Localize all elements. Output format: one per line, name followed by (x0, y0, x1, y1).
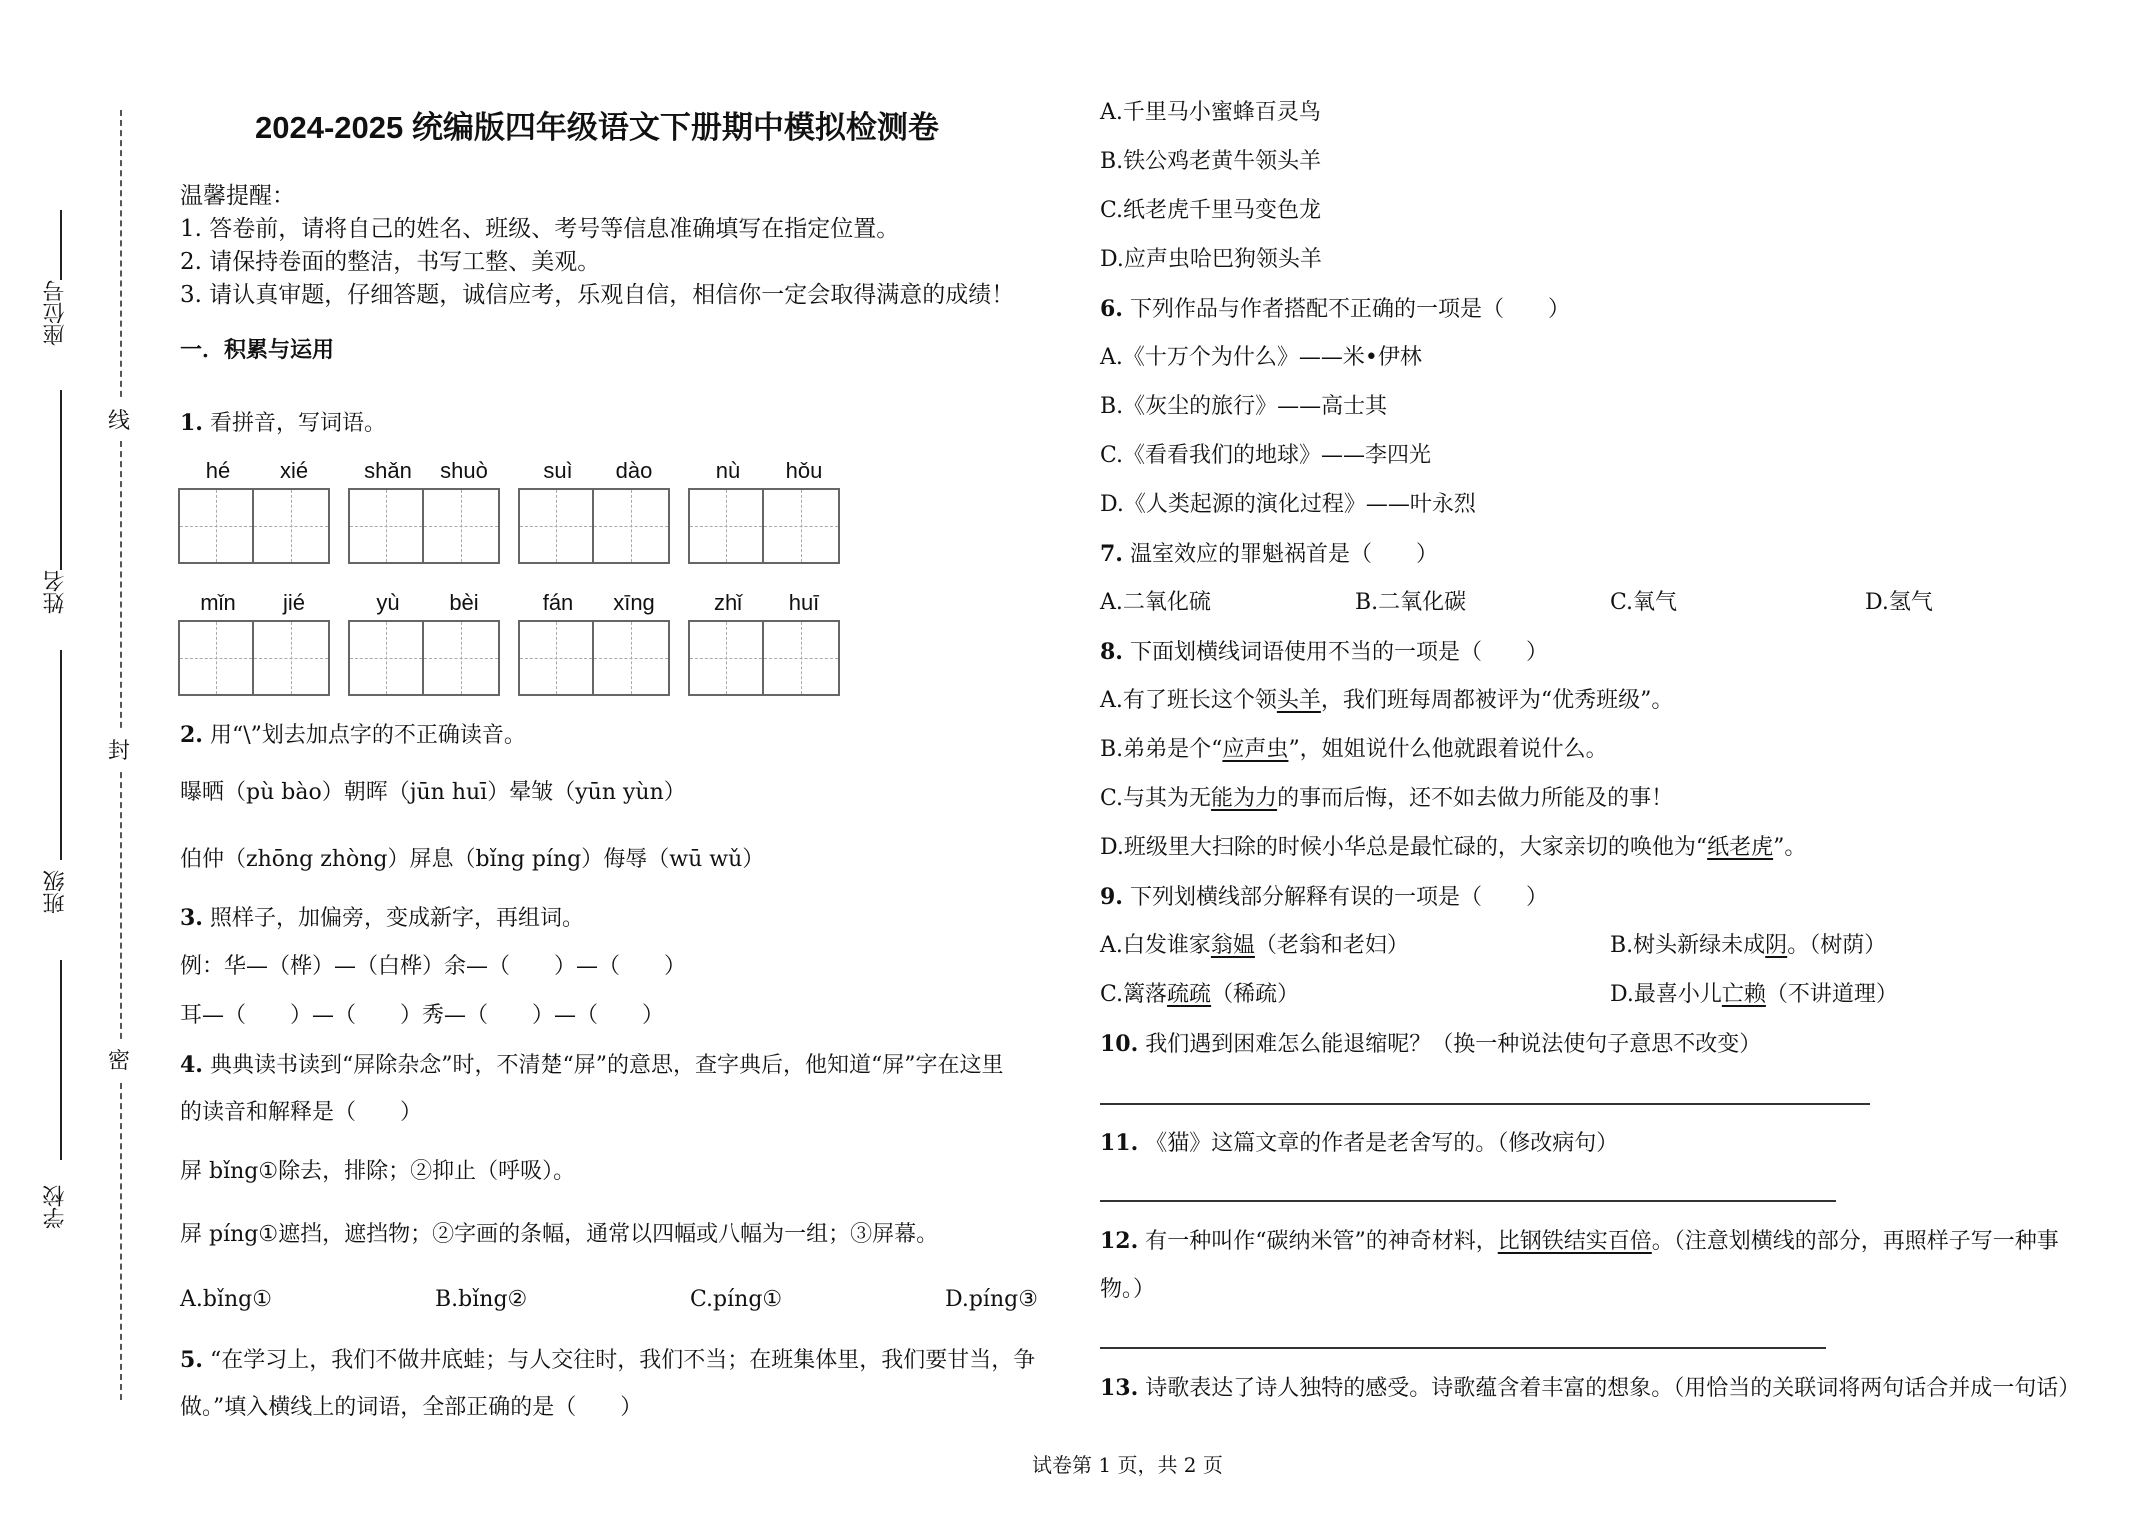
option-text: A.白发谁家 (1100, 933, 1211, 958)
question-text: 下面划横线词语使用不当的一项是（ ） (1129, 640, 1548, 665)
underlined-word: 疏疏 (1167, 982, 1212, 1007)
tianzi-grid (348, 488, 500, 564)
question-number: 13. (1100, 1375, 1139, 1401)
question-9 (1100, 882, 1548, 913)
underlined-word: 应声虫 (1222, 737, 1289, 762)
pinyin: suì (543, 458, 573, 483)
answer-line[interactable] (1100, 1103, 1870, 1105)
write-cell[interactable] (424, 620, 500, 696)
write-cell[interactable] (348, 620, 424, 696)
option-a[interactable]: A.《十万个为什么》——米•伊林 (1100, 345, 1422, 370)
tianzi-grid (178, 620, 330, 696)
option-b[interactable]: B.bǐng② (435, 1287, 528, 1312)
question-number: 5. (180, 1347, 203, 1373)
class-label: 班级 (43, 870, 68, 914)
option-c[interactable]: C.《看看我们的地球》——李四光 (1100, 443, 1432, 468)
question-5 (180, 1345, 1035, 1376)
write-cell[interactable] (254, 620, 330, 696)
school-blank[interactable] (60, 960, 62, 1160)
write-cell[interactable] (254, 488, 330, 564)
question-text: 用“\”划去加点字的不正确读音。 (209, 723, 526, 748)
name-blank[interactable] (60, 390, 62, 570)
option-d[interactable]: D.《人类起源的演化过程》——叶永烈 (1100, 492, 1476, 517)
question-text-cont: 物。） (1100, 1277, 1156, 1302)
underlined-word: 翁媪 (1210, 933, 1255, 958)
question-number: 12. (1100, 1228, 1139, 1254)
question-number: 2. (180, 722, 203, 748)
option-b[interactable] (1100, 735, 1608, 765)
option-c[interactable] (1100, 980, 1299, 1010)
question-text: 有一种叫作“碳纳米管”的神奇材料， (1145, 1229, 1498, 1254)
option-text: ，我们班每周都被评为“优秀班级”。 (1320, 688, 1674, 713)
write-cell[interactable] (424, 488, 500, 564)
option-text: 。（树荫） (1787, 933, 1887, 958)
question-text: 。（注意划横线的部分，再照样子写一种事 (1651, 1229, 2059, 1254)
reminder-heading: 温馨提醒： (180, 183, 295, 209)
class-blank[interactable] (60, 650, 62, 860)
write-cell[interactable] (594, 620, 670, 696)
option-b[interactable]: B.铁公鸡老黄牛领头羊 (1100, 149, 1322, 174)
write-cell[interactable] (688, 620, 764, 696)
question-12 (1100, 1226, 2059, 1257)
definition-line: 屏 píng①遮挡，遮挡物；②字画的条幅，通常以四幅或八幅为一组；③屏幕。 (180, 1222, 939, 1247)
pinyin: shǎn (364, 458, 412, 483)
binding-char-line: 线 (108, 400, 130, 439)
pinyin: hé (205, 458, 231, 483)
pinyin: huī (788, 590, 820, 615)
option-d[interactable]: D.应声虫哈巴狗领头羊 (1100, 247, 1322, 272)
option-a[interactable]: A.千里马小蜜蜂百灵鸟 (1100, 100, 1321, 125)
binding-char-secret: 密 (108, 1040, 130, 1079)
option-c[interactable] (1100, 784, 1673, 814)
question-text: 我们遇到困难怎么能退缩呢？（换一种说法使句子意思不改变） (1145, 1032, 1762, 1057)
write-cell[interactable] (764, 620, 840, 696)
option-text: （不讲道理） (1765, 982, 1898, 1007)
question-text: 温室效应的罪魁祸首是（ ） (1129, 542, 1438, 567)
pinyin: fán (542, 590, 574, 615)
option-a[interactable] (1100, 686, 1673, 716)
answer-line[interactable] (1100, 1347, 1826, 1349)
pinyin: jié (282, 590, 305, 615)
pinyin: xīng (613, 590, 655, 615)
option-text: C.篱落 (1100, 982, 1168, 1007)
underlined-word: 纸老虎 (1707, 835, 1774, 860)
option-d[interactable]: D.píng③ (945, 1287, 1038, 1312)
tianzi-grid (518, 620, 670, 696)
tianzi-grid (348, 620, 500, 696)
question-11 (1100, 1128, 1618, 1159)
option-d[interactable]: D.氢气 (1865, 590, 1933, 615)
seat-blank[interactable] (60, 210, 62, 280)
underlined-word: 亡赖 (1721, 982, 1766, 1007)
question-1 (180, 408, 386, 439)
underlined-word: 阴 (1765, 933, 1788, 958)
pinyin: bèi (449, 590, 479, 615)
option-text: ”。 (1773, 835, 1807, 860)
write-cell[interactable] (178, 620, 254, 696)
question-text: 看拼音，写词语。 (209, 411, 386, 436)
question-text: 典典读书读到“屏除杂念”时，不清楚“屏”的意思，查字典后，他知道“屏”字在这里 (209, 1053, 1004, 1078)
question-text-cont: 的读音和解释是（ ） (180, 1100, 423, 1125)
reminder-item: 1. 答卷前，请将自己的姓名、班级、考号等信息准确填写在指定位置。 (180, 216, 900, 242)
option-text: D.班级里大扫除的时候小华总是最忙碌的，大家亲切的唤他为“ (1100, 835, 1708, 860)
question-number: 3. (180, 905, 203, 931)
option-a[interactable] (1100, 931, 1409, 961)
tianzi-grid (518, 488, 670, 564)
write-cell[interactable] (178, 488, 254, 564)
option-text: （稀疏） (1211, 982, 1300, 1007)
pinyin: dào (615, 458, 653, 483)
page-title: 2024-2025 统编版四年级语文下册期中模拟检测卷 (255, 110, 939, 145)
question-line: 伯仲（zhōng zhòng）屏息（bǐng píng）侮辱（wū wǔ） (180, 847, 765, 872)
option-text: D.最喜小儿 (1610, 982, 1722, 1007)
reminder-item: 3. 请认真审题，仔细答题，诚信应考，乐观自信，相信你一定会取得满意的成绩！ (180, 282, 1015, 308)
definition-line: 屏 bǐng①除去，排除；②抑止（呼吸）。 (180, 1159, 576, 1184)
option-text: B.弟弟是个“ (1100, 737, 1223, 762)
question-3 (180, 903, 584, 934)
tianzi-grid (688, 488, 840, 564)
option-text: （老翁和老妇） (1254, 933, 1409, 958)
question-text: “在学习上，我们不做井底蛙；与人交往时，我们不当；在班集体里，我们要甘当，争 (209, 1348, 1036, 1373)
question-number: 10. (1100, 1031, 1139, 1057)
option-text: C.与其为无 (1100, 786, 1212, 811)
question-13 (1100, 1373, 2080, 1404)
question-number: 4. (180, 1052, 203, 1078)
question-number: 11. (1100, 1130, 1139, 1156)
write-cell[interactable] (518, 488, 594, 564)
section-heading: 一．积累与运用 (180, 337, 335, 363)
question-text: 照样子，加偏旁，变成新字，再组词。 (209, 906, 584, 931)
question-8 (1100, 637, 1548, 668)
question-line: 例：华—（桦）—（白桦）余—（ ）—（ ） (180, 954, 687, 979)
seat-label: 座位号 (43, 280, 68, 346)
tianzi-grid (688, 620, 840, 696)
option-c[interactable]: C.纸老虎千里马变色龙 (1100, 198, 1322, 223)
question-number: 9. (1100, 884, 1123, 910)
pinyin: yù (376, 590, 400, 615)
write-cell[interactable] (348, 488, 424, 564)
question-text-cont: 做。”填入横线上的词语，全部正确的是（ ） (180, 1395, 643, 1420)
name-label: 姓名 (43, 570, 68, 614)
option-c[interactable]: C.píng① (690, 1287, 783, 1312)
question-4 (180, 1050, 1003, 1081)
option-text: A.有了班长这个领 (1100, 688, 1277, 713)
option-d[interactable] (1610, 980, 1898, 1010)
option-text: 的事而后悔，还不如去做力所能及的事！ (1277, 786, 1674, 811)
question-text: 《猫》这篇文章的作者是老舍写的。（修改病句） (1145, 1131, 1619, 1156)
reminder-block (180, 180, 1014, 312)
underlined-word: 头羊 (1276, 688, 1321, 713)
question-number: 1. (180, 410, 203, 436)
tianzi-grid (178, 488, 330, 564)
question-number: 6. (1100, 296, 1123, 322)
option-c[interactable]: C.氧气 (1610, 590, 1678, 615)
question-line: 耳—（ ）—（ ）秀—（ ）—（ ） (180, 1003, 665, 1028)
option-b[interactable]: B.《灰尘的旅行》——高士其 (1100, 394, 1388, 419)
reminder-item: 2. 请保持卷面的整洁，书写工整、美观。 (180, 249, 601, 275)
write-cell[interactable] (594, 488, 670, 564)
option-b[interactable] (1610, 931, 1886, 961)
binding-char-seal: 封 (108, 730, 130, 769)
option-text: B.树头新绿未成 (1610, 933, 1766, 958)
write-cell[interactable] (518, 620, 594, 696)
option-a[interactable]: A.bǐng① (180, 1287, 272, 1312)
question-7 (1100, 539, 1438, 570)
question-10 (1100, 1029, 1761, 1060)
option-d[interactable] (1100, 833, 1806, 863)
write-cell[interactable] (688, 488, 764, 564)
question-number: 7. (1100, 541, 1123, 567)
pinyin: hǒu (785, 458, 823, 483)
question-line: 曝晒（pù bào）朝晖（jūn huī）晕皱（yūn yùn） (180, 780, 686, 805)
option-b[interactable]: B.二氧化碳 (1355, 590, 1467, 615)
write-cell[interactable] (764, 488, 840, 564)
question-text: 诗歌表达了诗人独特的感受。诗歌蕴含着丰富的想象。（用恰当的关联词将两句话合并成一句话） (1145, 1376, 2081, 1401)
pinyin: nù (715, 458, 741, 483)
page-footer: 试卷第 1 页，共 2 页 (1032, 1453, 1223, 1477)
pinyin: xié (279, 458, 309, 483)
question-2 (180, 720, 526, 751)
answer-line[interactable] (1100, 1200, 1836, 1202)
pinyin: shuò (440, 458, 488, 483)
school-label: 学校 (43, 1185, 68, 1229)
underlined-word: 能为力 (1211, 786, 1278, 811)
question-6 (1100, 294, 1570, 325)
question-text: 下列作品与作者搭配不正确的一项是（ ） (1129, 297, 1570, 322)
pinyin: zhǐ (713, 590, 743, 615)
underlined-phrase: 比钢铁结实百倍 (1497, 1229, 1652, 1254)
option-text: ”，姐姐说什么他就跟着说什么。 (1288, 737, 1608, 762)
pinyin: mǐn (200, 590, 236, 615)
question-text: 下列划横线部分解释有误的一项是（ ） (1129, 885, 1548, 910)
option-a[interactable]: A.二氧化硫 (1100, 590, 1211, 615)
question-number: 8. (1100, 639, 1123, 665)
